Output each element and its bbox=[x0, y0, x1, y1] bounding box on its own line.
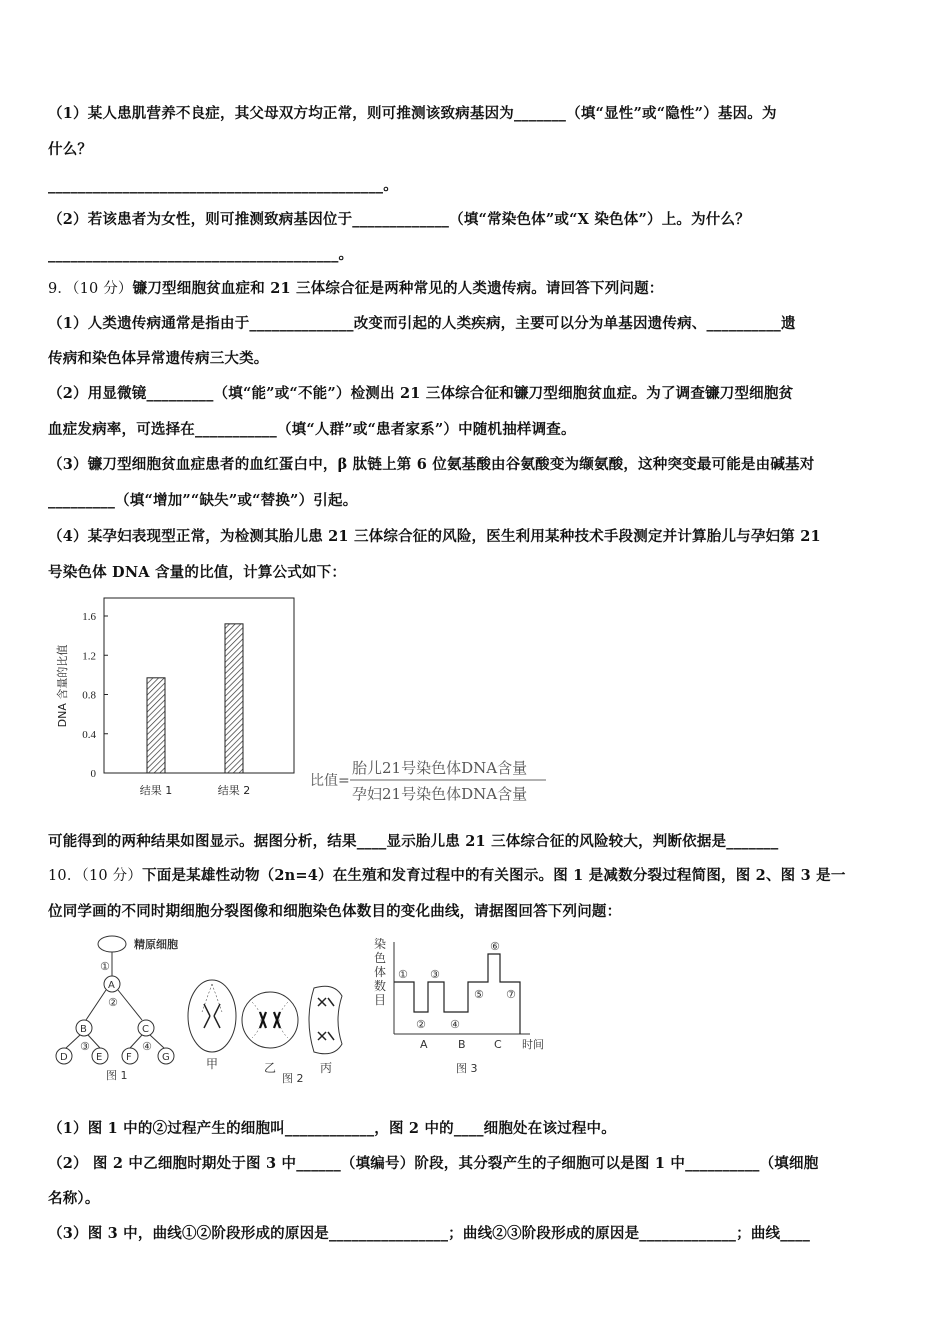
fig3-seg-2: ② bbox=[416, 1018, 426, 1031]
fig1-caption: 图 1 bbox=[106, 1069, 128, 1082]
q9-title: 镰刀型细胞贫血症和 21 三体综合征是两种常见的人类遗传病。请回答下列问题： bbox=[132, 280, 664, 297]
fig3-x-a: A bbox=[420, 1038, 428, 1051]
chart-frame bbox=[104, 598, 294, 773]
formula-numerator: 胎儿21号染色体DNA含量 bbox=[352, 759, 528, 777]
q10-line1: 下面是某雄性动物（2n=4）在生殖和发育过程中的有关图示。图 1 是减数分裂过程简图，图 2、图 3 是一 bbox=[142, 867, 846, 884]
bar-1 bbox=[147, 678, 165, 773]
fig3-x-c: C bbox=[494, 1038, 502, 1051]
fig1-node-d-label: D bbox=[60, 1052, 68, 1063]
q10-part1: （1）图 1 中的②过程产生的细胞叫____________，图 2 中的____细胞处在该过程中。 bbox=[48, 1120, 616, 1137]
q8-part2-line1: （2）若该患者为女性，则可推测致病基因位于_____________（填“常染色体”或“X 染色体”）上。为什么？ bbox=[48, 211, 750, 228]
fig1-step-3: ③ bbox=[80, 1040, 90, 1053]
x-category-label: 结果 1 bbox=[139, 784, 173, 797]
cell-yi-label: 乙 bbox=[264, 1061, 277, 1075]
dna-ratio-chart-svg bbox=[48, 590, 308, 810]
q9-part3-line2: _________（填“增加”“缺失”或“替换”）引起。 bbox=[48, 492, 358, 509]
fig1-node-f-label: F bbox=[126, 1052, 132, 1063]
cell-yi bbox=[242, 992, 298, 1048]
chart-ylabel: DNA 含量的比值 bbox=[56, 644, 69, 728]
ratio-formula bbox=[306, 754, 566, 808]
fig1-node-c-label: C bbox=[142, 1024, 149, 1035]
y-tick-label: 0 bbox=[90, 768, 96, 780]
figure-1 bbox=[50, 932, 190, 1082]
fig3-ylabel-3: 体 bbox=[374, 965, 387, 979]
q9-after-chart: 可能得到的两种结果如图显示。据图分析，结果____显示胎儿患 21 三体综合征的风险较大，判断依据是_______ bbox=[48, 833, 779, 850]
bar-2 bbox=[225, 624, 243, 773]
q8-part1-answer-line: _____________________________________________。 bbox=[48, 177, 398, 194]
q9-part3-line1: （3）镰刀型细胞贫血症患者的血红蛋白中，β 肽链上第 6 位氨基酸由谷氨酸变为缬氨酸，这种突变最可能是由碱基对 bbox=[48, 456, 815, 473]
cell-jia bbox=[188, 980, 236, 1052]
fig3-ylabel-5: 目 bbox=[374, 993, 387, 1007]
q8-part1-line1: （1）某人患肌营养不良症，其父母双方均正常，则可推测该致病基因为_______（填“显性”或“隐性”）基因。为 bbox=[48, 105, 777, 122]
q9-heading bbox=[48, 277, 908, 298]
fig3-seg-5: ⑤ bbox=[474, 988, 484, 1001]
q10-number: 10．（10 分） bbox=[48, 868, 143, 884]
q10-part2-line2: 名称）。 bbox=[48, 1190, 100, 1207]
fig3-ylabel-2: 色 bbox=[374, 951, 387, 965]
fig1-step-4: ④ bbox=[142, 1040, 152, 1053]
fig3-x-b: B bbox=[458, 1038, 466, 1051]
q9-part4-line1: （4）某孕妇表现型正常，为检测其胎儿患 21 三体综合征的风险，医生利用某种技术手段测定并计算胎儿与孕妇第 21 bbox=[48, 528, 821, 545]
spermatogonium-cell bbox=[98, 936, 126, 952]
fig3-seg-6: ⑥ bbox=[490, 940, 500, 953]
q9-part1-line2: 传病和染色体异常遗传病三大类。 bbox=[48, 350, 269, 367]
x-category-label: 结果 2 bbox=[217, 784, 251, 797]
fig3-ylabel-4: 数 bbox=[374, 979, 387, 993]
fig1-node-a-label: A bbox=[108, 980, 115, 991]
q10-heading bbox=[48, 864, 908, 885]
formula-denominator: 孕妇21号染色体DNA含量 bbox=[352, 785, 528, 803]
fig1-step-2: ② bbox=[108, 996, 118, 1009]
figure-2 bbox=[182, 972, 352, 1084]
figure-3 bbox=[370, 936, 560, 1082]
q10-part3: （3）图 3 中，曲线①②阶段形成的原因是________________；曲线②③阶段形成的原因是_____________；曲线____ bbox=[48, 1225, 811, 1242]
dna-ratio-chart bbox=[48, 590, 308, 810]
cell-jia-label: 甲 bbox=[206, 1057, 219, 1071]
cell-bing bbox=[309, 986, 342, 1054]
y-tick-label: 0.8 bbox=[82, 689, 96, 702]
fig3-seg-7: ⑦ bbox=[506, 988, 516, 1001]
y-tick-label: 1.2 bbox=[82, 650, 96, 663]
fig3-seg-4: ④ bbox=[450, 1018, 460, 1031]
q9-part4-line2: 号染色体 DNA 含量的比值，计算公式如下： bbox=[48, 564, 347, 581]
y-tick-label: 1.6 bbox=[82, 611, 96, 623]
y-tick-label: 0.4 bbox=[82, 728, 96, 741]
q9-number: 9．（10 分） bbox=[48, 281, 133, 297]
fig3-caption: 图 3 bbox=[456, 1062, 478, 1075]
fig3-seg-3: ③ bbox=[430, 968, 440, 981]
cell-yi-chromosomes bbox=[260, 1012, 280, 1028]
fig1-start-label: 精原细胞 bbox=[134, 938, 178, 951]
fig3-ylabel-1: 染 bbox=[374, 937, 387, 951]
formula-prefix: 比值= bbox=[310, 773, 350, 789]
fig3-x-axis-label: 时间 bbox=[522, 1038, 544, 1051]
q10-line2: 位同学画的不同时期细胞分裂图像和细胞染色体数目的变化曲线，请据图回答下列问题： bbox=[48, 903, 622, 920]
fig1-node-g-label: G bbox=[162, 1052, 170, 1063]
fig1-node-b-label: B bbox=[80, 1024, 87, 1035]
q9-part1-line1: （1）人类遗传病通常是指由于______________改变而引起的人类疾病，主要可以分为单基因遗传病、__________遗 bbox=[48, 315, 796, 332]
fig1-node-e-label: E bbox=[96, 1052, 103, 1063]
q9-part2-line1: （2）用显微镜_________（填“能”或“不能”）检测出 21 三体综合征和镰刀型细胞贫血症。为了调查镰刀型细胞贫 bbox=[48, 385, 794, 402]
q10-part2-line1: （2） 图 2 中乙细胞时期处于图 3 中______（填编号）阶段，其分裂产生的子细胞可以是图 1 中__________（填细胞 bbox=[48, 1155, 819, 1172]
fig2-caption: 图 2 bbox=[282, 1072, 304, 1084]
cell-bing-chromosomes bbox=[318, 998, 334, 1040]
q9-part2-line2: 血症发病率，可选择在___________（填“人群”或“患者家系”）中随机抽样调查。 bbox=[48, 421, 576, 438]
q8-part2-answer-line: _______________________________________。 bbox=[48, 246, 354, 263]
fig3-seg-1: ① bbox=[398, 968, 408, 981]
cell-bing-label: 丙 bbox=[320, 1061, 333, 1075]
cell-jia-chromosomes bbox=[202, 984, 222, 1028]
fig1-step-1: ① bbox=[100, 960, 110, 973]
q8-part1-line2: 什么？ bbox=[48, 141, 93, 158]
